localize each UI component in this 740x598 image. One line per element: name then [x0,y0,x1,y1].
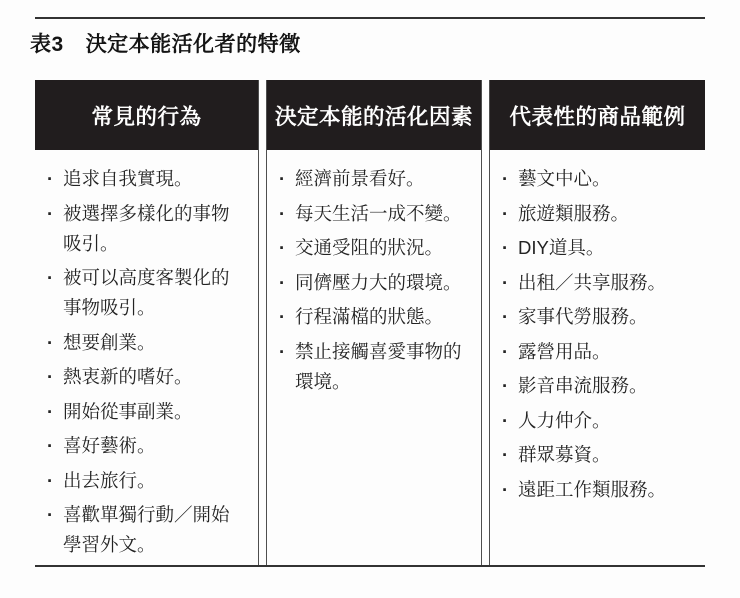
item-text: 被可以高度客製化的事物吸引。 [63,267,230,318]
item-text: 喜好藝術。 [63,435,156,456]
list-item [47,263,254,323]
bullet-marker: · [502,237,509,258]
item-text: 旅遊類服務。 [518,202,630,224]
bullet-marker: · [47,267,54,288]
bullet-marker: · [279,202,286,224]
table-number: 表3 [30,33,64,56]
list-item [502,371,701,401]
list-item [502,475,701,505]
list-item [502,302,701,332]
bullet-marker: · [279,271,286,293]
item-text: 出租／共享服務。 [518,271,667,293]
item-text: 想要創業。 [63,331,156,353]
item-text: 經濟前景看好。 [295,168,425,189]
bullet-marker: · [502,340,509,362]
bullet-marker: · [502,375,509,396]
list-item [47,397,254,427]
item-text: 群眾募資。 [518,444,611,465]
bottom-rule [35,565,705,567]
list-item [502,440,701,470]
bullet-marker: · [47,469,54,491]
item-text: 禁止接觸喜愛事物的環境。 [295,340,462,392]
item-text: 熱衷新的嗜好。 [63,366,193,387]
bullet-marker: · [502,444,509,465]
list-item [502,337,701,367]
table-caption [30,28,301,58]
item-text: 露營用品。 [518,340,611,362]
item-text: 藝文中心。 [518,168,611,189]
item-text: 開始從事副業。 [63,400,193,422]
list-item [279,164,477,194]
bullet-marker: · [502,271,509,293]
bullet-marker: · [502,409,509,431]
item-text: 家事代勞服務。 [518,306,648,327]
list-item [47,164,254,194]
column-header-activation-factors: 決定本能的活化因素 [267,80,481,150]
bullet-marker: · [279,306,286,327]
column-items-activation-factors [267,150,481,565]
column-common-behaviors [35,80,258,565]
bullet-marker: · [502,306,509,327]
bullet-marker: · [47,400,54,422]
top-rule [35,17,705,19]
bullet-marker: · [47,331,54,353]
list-item [502,164,701,194]
list-item [502,233,701,263]
bullet-marker: · [279,340,286,362]
column-divider [481,80,490,565]
item-text: DIY道具。 [518,237,605,258]
list-item [279,302,477,332]
list-item [502,268,701,298]
list-item [279,337,477,397]
item-text: 同儕壓力大的環境。 [295,271,462,293]
item-text: 行程滿檔的狀態。 [295,306,444,327]
item-text: 影音串流服務。 [518,375,648,396]
bullet-marker: · [502,168,509,189]
item-text: 每天生活一成不變。 [295,202,462,224]
bullet-marker: · [47,504,54,525]
column-items-product-examples [490,150,705,565]
bullet-marker: · [47,435,54,456]
list-item [279,233,477,263]
item-text: 出去旅行。 [63,469,156,491]
list-item [47,362,254,392]
item-text: 喜歡單獨行動／開始學習外文。 [63,504,230,555]
item-text: 人力仲介。 [518,409,611,431]
list-item [502,199,701,229]
list-item [47,500,254,560]
bullet-marker: · [47,366,54,387]
list-item [279,268,477,298]
bullet-marker: · [47,202,54,224]
column-header-product-examples: 代表性的商品範例 [490,80,705,150]
feature-table [35,80,705,565]
item-text: 遠距工作類服務。 [518,478,667,500]
column-activation-factors [267,80,481,565]
column-header-common-behaviors: 常見的行為 [35,80,258,150]
bullet-marker: · [502,202,509,224]
bullet-marker: · [47,168,54,189]
list-item [47,199,254,259]
list-item [279,199,477,229]
list-item [47,328,254,358]
bullet-marker: · [502,478,509,500]
table-title: 決定本能活化者的特徵 [85,33,301,56]
bullet-marker: · [279,237,286,258]
list-item [502,406,701,436]
item-text: 被選擇多樣化的事物吸引。 [63,202,230,254]
item-text: 追求自我實現。 [63,168,193,189]
bullet-marker: · [279,168,286,189]
column-items-common-behaviors [35,150,258,565]
column-divider [258,80,267,565]
item-text: 交通受阻的狀況。 [295,237,444,258]
list-item [47,466,254,496]
column-product-examples [490,80,705,565]
list-item [47,431,254,461]
